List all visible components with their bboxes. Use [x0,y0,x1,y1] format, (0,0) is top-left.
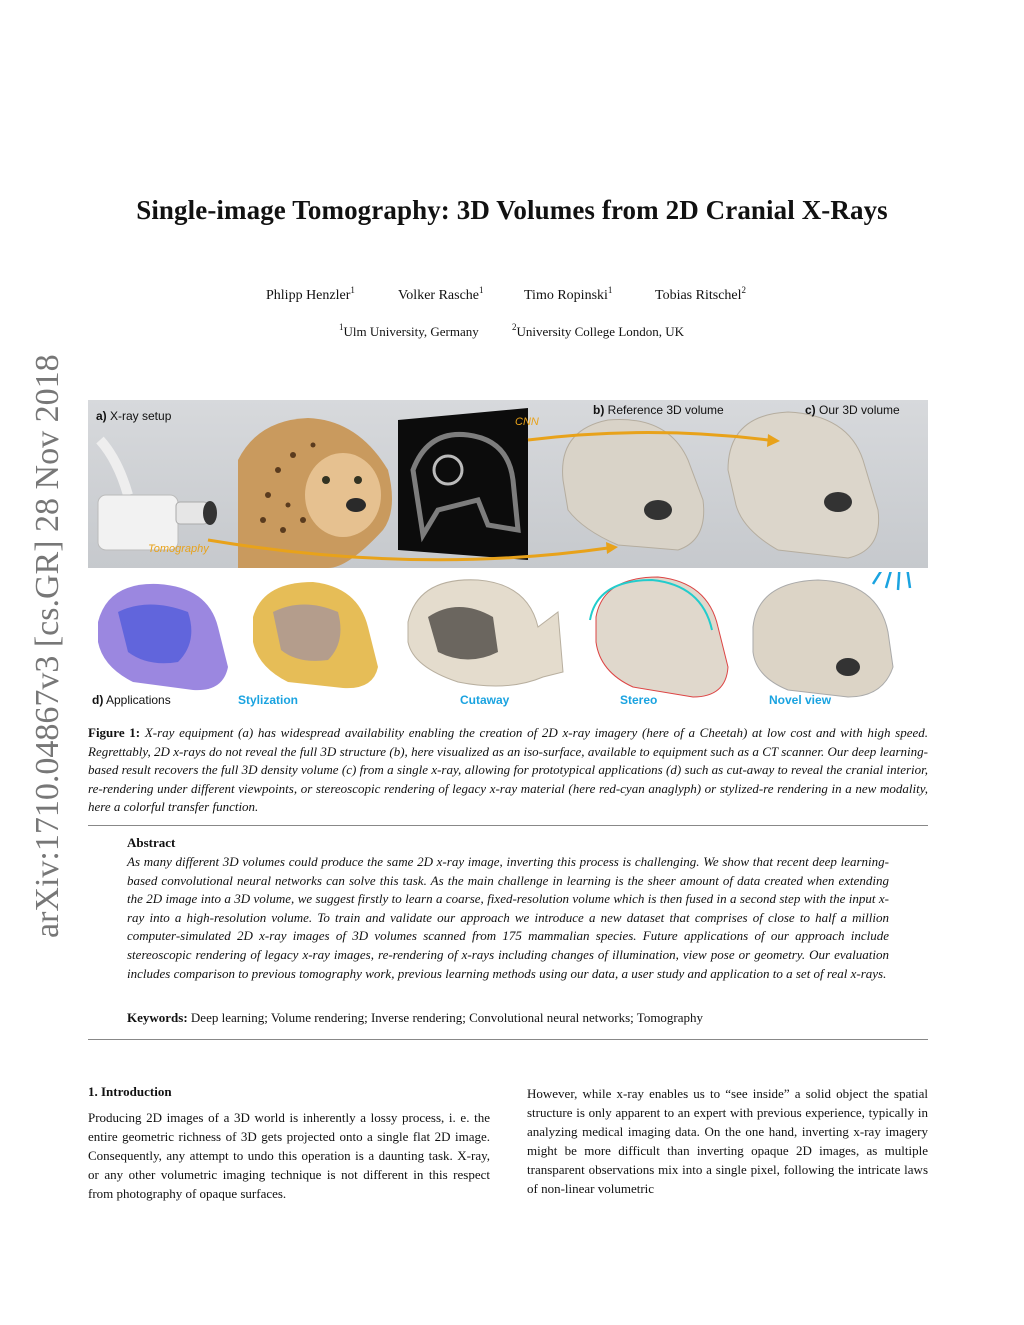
author-2: Volker Rasche$^1$ [398,285,484,303]
novel-view-skull [753,580,893,697]
applications-skull [98,584,228,690]
keywords: Keywords: Deep learning; Volume rendering; Inverse rendering; Convolutional neural networks; Tomography [127,1010,704,1025]
figure-label-cutaway: Cutaway [460,693,510,707]
arxiv-stamp-text: arXiv:1710.04867v3 [cs.GR] 28 Nov 2018 [29,354,66,938]
figure-label-stereo: Stereo [620,693,658,707]
figure-1-top-panel [88,400,928,568]
rule-top [88,825,928,826]
cutaway-skull [408,580,563,686]
abstract-text: As many different 3D volumes could produce the same 2D x-ray image, inverting this process is challenging. We show that recent deep learning-based convolutional neural networks can solve this task. As the main challenge in learning is the sheer amount of data created when extending the 2D image into a 3D volume, we suggest firstly to learn a coarse, fixed-resolution volume which is then fused in a second step with the input x-ray into a high-resolution volume. To train and validate our approach we introduce a new dataset that comprises of close to half a million computer-simulated 2D x-ray images of 3D volumes scanned from 175 mammalian species. Future applications of our approach include stereoscopic rendering of legacy x-ray images, re-rendering of x-rays including changes of illumination, view pose or geometry. Our evaluation includes comparison to previous tomography work, previous learning methods using our data, a user study and application to a set of real x-rays. [127,854,889,981]
stereo-skull [590,577,728,697]
figure-label-novel-view: Novel view [769,693,832,707]
stylization-skull [253,582,378,688]
author-3: Timo Ropinski$^1$ [524,285,613,303]
xray-machine-illustration [98,440,217,550]
abstract-heading: Abstract [127,835,176,850]
figure-label-a: a) X-ray setup [96,409,172,423]
author-1: Phlipp Henzler$^1$ [266,285,355,303]
figure-illustration-top [88,400,928,568]
figure-label-d: d) Applications [92,693,171,707]
figure-label-tomography: Tomography [148,543,209,555]
figure-label-cnn: CNN [515,416,539,428]
intro-paragraph-col1: Producing 2D images of a 3D world is inherently a lossy process, i. e. the entire geometric richness of 3D gets projected onto a single flat 2D image. Consequently, any attempt to undo this operation is a daunting task. X-ray, or any other volumetric imaging technique is not different in this respect from photography of opaque surfaces. [88,1110,490,1201]
affiliation-2: $^2$University College London, UK [512,322,685,339]
figure-label-b: b) Reference 3D volume [593,403,724,417]
xray-image [398,408,528,560]
figure-illustration-bottom [88,572,928,712]
novel-view-arrows-icon [873,572,910,590]
affiliation-1: $^1$Ulm University, Germany [339,322,479,339]
figure-caption: Figure 1: X-ray equipment (a) has widespread availability enabling the creation of 2D x-ray imagery (here of a Cheetah) at low cost and with high speed. Regrettably, 2D x-rays do not reveal the full 3D structure (b), here visualized as an iso-surface, available to equipment such as a CT scanner. Our deep learning-based result recovers the full 3D density volume (c) from a single x-ray, allowing for prototypical applications (d) such as cut-away to reveal the cranial interior, re-rendering under different viewpoints, or stereoscopic rendering of legacy x-ray material (here red-cyan anaglyph) or stylized-re rendering in a new modality, here a colorful transfer function. [88,725,929,814]
section-heading-introduction: 1. Introduction [88,1084,172,1099]
author-4: Tobias Ritschel$^2$ [655,285,747,303]
rule-bottom [88,1039,928,1040]
cheetah-photo [238,418,392,568]
figure-1-applications-row [88,572,928,712]
arxiv-stamp [14,342,74,942]
our-3d-skull [728,412,879,558]
figure-label-c: c) Our 3D volume [805,403,900,417]
figure-label-stylization: Stylization [238,693,299,707]
reference-skull [563,420,704,551]
paper-title: Single-image Tomography: 3D Volumes from 2D Cranial X-Rays [136,195,888,225]
intro-paragraph-col2: However, while x-ray enables us to “see inside” a solid object the spatial structure is only apparent to an expert with previous experience, typically in analyzing medical imaging data. On the one hand, inverting x-ray imagery might be more difficult than inverting opaque 2D images, as multiple transparent observations mix into a single pixel, following the intricate laws of non-linear volumetric [527,1086,928,1196]
